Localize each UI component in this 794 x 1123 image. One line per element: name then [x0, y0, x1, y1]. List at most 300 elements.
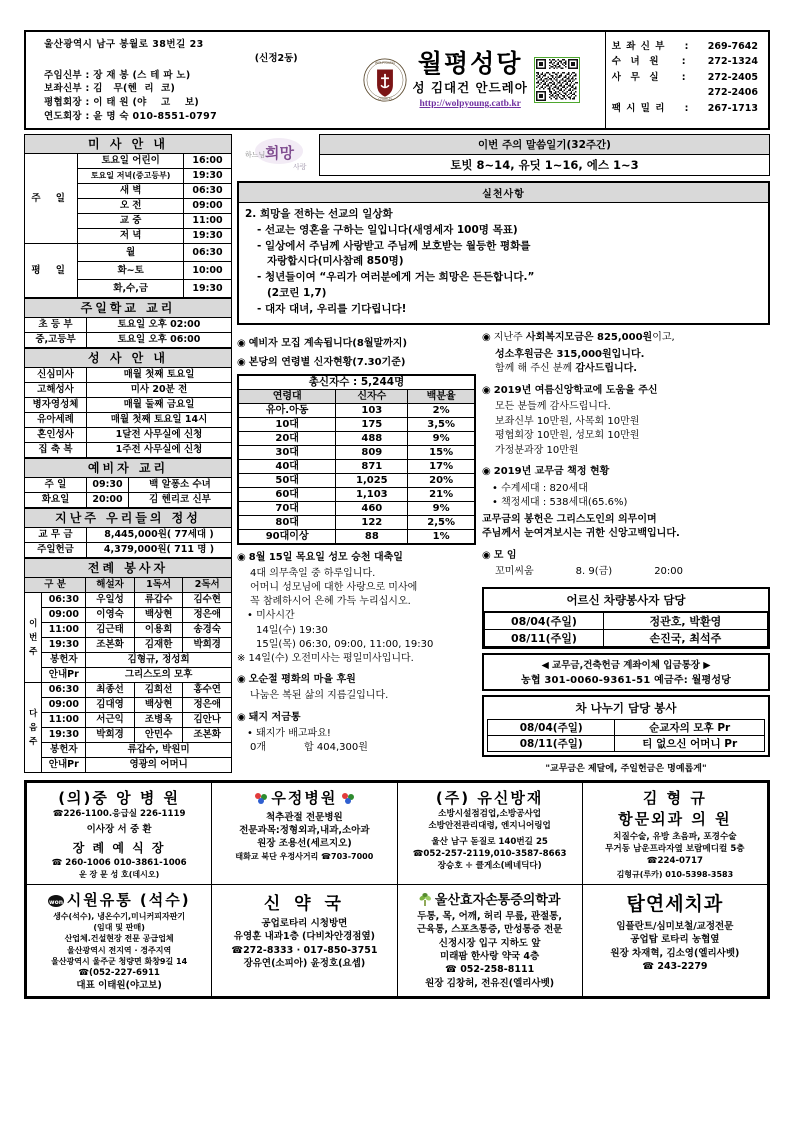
table-row [25, 743, 232, 758]
sacraments-table [24, 348, 232, 458]
svg-text:WOLPYOUNG: WOLPYOUNG [374, 61, 395, 66]
believer-count: 122 [336, 515, 408, 529]
practice-box [237, 181, 770, 325]
parish-dong: (신정2동) [254, 52, 298, 64]
ad-line: 신정시장 입구 지하도 앞 [438, 937, 541, 949]
mass-guide-table [24, 134, 232, 298]
ad-line: ☎224-0717 [646, 855, 703, 866]
reader-name: 서근익 [86, 713, 135, 728]
ad-cell-hyojason[interactable] [397, 885, 582, 997]
ad-line: 울산 남구 돋질로 140번길 25 [431, 836, 548, 847]
parish-address: 울산광역시 남구 봉월로 38번길 23 [44, 39, 204, 50]
practice-line: 자랑합시다(미사참례 850명) [267, 255, 404, 268]
tea-service-table [487, 719, 765, 752]
dues-item: • 수계세대 : 820세대 [492, 482, 588, 494]
grade-label: 중,고등부 [25, 333, 87, 348]
mass-name: 오 전 [78, 199, 184, 214]
weekly-reading-row [237, 134, 770, 176]
bullet-icon: ◉ [237, 338, 246, 350]
mass-name: 월 [78, 244, 184, 262]
weekly-reading-box [319, 134, 770, 176]
column-header: 구 분 [25, 578, 86, 593]
practice-line: - 선교는 영혼을 구하는 일입니다(새영세자 100명 목표) [257, 223, 518, 236]
notice-meeting [482, 549, 770, 580]
believer-count: 1,025 [336, 473, 408, 487]
left-column [24, 134, 232, 774]
mass-time: 11:00 [184, 214, 232, 229]
reader-name: 안민수 [134, 728, 183, 743]
contact-sep: : [681, 71, 686, 83]
notice-pentecost [237, 673, 476, 687]
qr-code[interactable] [534, 57, 580, 103]
mass-note: ※ 14일(수) 오전미사는 평일미사입니다. [237, 652, 414, 664]
table-row [25, 668, 232, 683]
extra-value: 영광의 어머니 [86, 758, 232, 773]
age-group: 80대 [238, 515, 336, 529]
offering-label: 교 무 금 [25, 528, 87, 543]
percentage: 21% [408, 487, 475, 501]
contact-row [612, 54, 758, 69]
ad-title: 탑연세치과 [626, 893, 724, 916]
ad-line: ☎226-1100.응급실 226-1119 [52, 808, 186, 819]
mass-time-label-text: 미사시간 [256, 610, 295, 622]
ad-line: 무거동 남운프라자옆 보람메디컬 5층 [605, 843, 745, 854]
staff-name: 이 태 원 (야 고 보) [93, 97, 200, 109]
reader-name: 정은애 [183, 608, 232, 623]
ad-cell-yusin[interactable] [397, 782, 582, 884]
meeting-time: 20:00 [654, 566, 684, 578]
church-patron: 성 김대건 안드레아 [412, 80, 528, 96]
dues-item-text: 책정세대 : 538세대(65.6%) [501, 497, 628, 509]
notice-welfare [482, 331, 770, 377]
ad-line: 장 례 예 식 장 [72, 841, 166, 856]
bullet-icon: ◉ [237, 357, 246, 369]
contact-value: 272-1324 [707, 56, 758, 68]
reader-name: 조본화 [86, 638, 135, 653]
this-week-label: 이 번 주 [25, 593, 42, 683]
offering-table [24, 508, 232, 558]
table-row [238, 515, 475, 529]
contact-value: 272-2406 [707, 87, 758, 99]
flower-icon [341, 792, 355, 809]
table-row [25, 653, 232, 668]
driver-names: 정관호, 박환영 [603, 612, 767, 629]
table-row [488, 735, 765, 751]
mass-time: 19:30 [184, 229, 232, 244]
tea-service-box [482, 695, 770, 757]
bulletin-footnote: "교무금은 제달에, 주일헌금은 명예롭게" [545, 763, 707, 774]
ad-line: ☎ 052-258-8111 [445, 964, 535, 976]
age-group: 40대 [238, 459, 336, 473]
reader-name: 김수현 [183, 593, 232, 608]
reader-name: 백상현 [134, 698, 183, 713]
reader-name: 박희경 [86, 728, 135, 743]
notice-text: 2019년 교무금 책정 현황 [493, 466, 610, 478]
table-row [25, 608, 232, 623]
contact-value: 267-1713 [707, 102, 758, 114]
leaf-icon [419, 893, 432, 910]
reader-name: 이영숙 [86, 608, 135, 623]
mass-time: 16:00 [184, 154, 232, 169]
column-header: 2독서 [183, 578, 232, 593]
contact-row [612, 70, 758, 85]
ad-title-row [215, 787, 393, 809]
bullet-icon: ◉ [237, 674, 246, 686]
percentage: 9% [408, 501, 475, 515]
ad-line: 전문과목:정형외과,내과,소아과 [239, 825, 370, 837]
welfare-prefix: 지난주 [493, 332, 526, 344]
welfare-suffix: 이고, [652, 332, 675, 344]
notice-text: 돼지 저금통 [248, 711, 301, 723]
welfare-line-2: 성소후원금은 315,000원입니다. [495, 348, 645, 360]
ad-title: 우정병원 [271, 788, 338, 807]
reader-name: 류갑수 [134, 593, 183, 608]
practice-title: 실천사항 [239, 183, 768, 203]
sacrament-label: 고해성사 [25, 383, 87, 398]
bullet-icon: ◉ [482, 466, 491, 478]
reader-name: 조병옥 [134, 713, 183, 728]
ad-line: 원장 김창허, 전유진(엘리사벳) [425, 977, 555, 989]
catechumen-time: 20:00 [87, 493, 129, 508]
reader-name: 홍수연 [183, 683, 232, 698]
mass-time: 11:00 [42, 623, 86, 638]
sunday-label: 주 일 [25, 154, 78, 244]
piggybank-totals [250, 741, 476, 755]
practice-line: - 청년들이여 “우리가 여러분에게 거는 희망은 든든합니다.” [257, 271, 535, 283]
table-row [25, 623, 232, 638]
ad-cell-jungang[interactable] [27, 782, 212, 884]
mass-time: 06:30 [42, 593, 86, 608]
mass-time: 19:30 [42, 728, 86, 743]
mass-time: 09:00 [184, 199, 232, 214]
liturgy-title: 전례 봉사자 [25, 559, 232, 578]
church-crest-icon [363, 58, 407, 102]
notice-text: 예비자 모집 계속됩니다(8월말까지) [248, 338, 408, 350]
elder-drivers-table [484, 612, 768, 647]
mass-name: 새 벽 [78, 184, 184, 199]
table-row [25, 698, 232, 713]
extra-label: 봉헌자 [42, 743, 86, 758]
column-header: 백분율 [408, 389, 475, 403]
church-identity [338, 32, 605, 128]
sacrament-value: 미사 20분 전 [87, 383, 232, 398]
notice-dues [482, 465, 770, 542]
ad-line: 근육통, 스포츠통증, 만성통증 전문 [416, 924, 563, 936]
believer-count: 488 [336, 431, 408, 445]
age-group: 20대 [238, 431, 336, 445]
age-group: 30대 [238, 445, 336, 459]
ad-line: 척추관절 전문병원 [266, 811, 343, 823]
dues-note: 교무금의 봉헌은 그리스도인의 의무이며 [482, 513, 657, 525]
mass-time: 06:30 [42, 683, 86, 698]
right-side-wrapper [237, 134, 770, 774]
staff-role: 주임신부 [44, 69, 82, 81]
ad-line: 장유연(소피아) 윤정호(요셉) [243, 957, 366, 969]
ad-line: 태화교 북단 우정사거리 ☎703-7000 [235, 851, 374, 861]
offering-title: 지난주 우리들의 정성 [25, 509, 232, 528]
catechumen-person: 김 헨리코 신부 [129, 493, 232, 508]
percentage: 1% [408, 529, 475, 544]
parish-staff-list [44, 69, 330, 124]
table-row [238, 445, 475, 459]
assumption-line: 4대 의무축일 중 하루입니다. [250, 567, 376, 579]
staff-name: 김 무(헨 리 코) [93, 83, 176, 95]
sacrament-value: 1달전 사무실에 신청 [87, 428, 232, 443]
staff-name: 윤 명 숙 010-8551-0797 [93, 110, 217, 122]
bullet-icon: ◉ [237, 711, 246, 723]
offering-value: 8,445,000원( 77세대 ) [87, 528, 232, 543]
ad-line: 울산광역시 울주군 청량면 화창9길 14 [51, 956, 188, 966]
ad-line: ☎052-257-2119,010-3587-8663 [412, 848, 567, 859]
believer-count: 460 [336, 501, 408, 515]
ad-line: 운 장 문 성 호(데시오) [78, 869, 160, 879]
ad-title: 울산효자손통증의학과 [434, 893, 561, 909]
offering-label: 주일헌금 [25, 543, 87, 558]
welfare-thanks-prefix: 함께 해 주신 분께 [495, 363, 576, 375]
donor-row: 보좌신부 10만원, 사목회 10만원 [495, 415, 640, 427]
catechumen-time: 09:30 [87, 478, 129, 493]
elder-drivers-title: 어르신 차량봉사자 담당 [484, 589, 768, 612]
mass-time: 19:30 [184, 169, 232, 184]
liturgy-volunteers-table [24, 558, 232, 773]
ad-line: 장승호 ✛ 클게소(베네딕다) [437, 860, 542, 871]
dues-item: • 책정세대 : 538세대(65.6%) [492, 497, 628, 509]
sacrament-value: 매월 둘째 금요일 [87, 398, 232, 413]
weekly-reading-title: 이번 주의 말씀일기(32주간) [320, 135, 769, 155]
ad-line: 공업로타리 시청방면 [261, 918, 348, 930]
summer-school-line: 모든 분들께 감사드립니다. [495, 401, 611, 413]
ad-title: 신 약 국 [263, 894, 345, 915]
church-website-link[interactable]: http://wolpyoung.catb.kr [419, 99, 521, 110]
meeting-title-row [482, 549, 770, 564]
ad-subtitle: 항문외과 의 원 [618, 809, 732, 828]
extra-label: 안내Pr [42, 668, 86, 683]
ad-title: (주) 유신방재 [435, 788, 544, 807]
donor-row: 평협회장 10만원, 성모회 10만원 [495, 430, 640, 442]
contact-row [612, 101, 758, 116]
svg-text:won: won [48, 899, 63, 907]
extra-label: 봉헌자 [42, 653, 86, 668]
church-title-block [412, 48, 528, 110]
ad-title: 김 형 규 [642, 788, 707, 807]
mass-name: 토요일 저녁(중고등부) [78, 169, 184, 184]
tea-service-title: 차 나누기 담당 봉사 [575, 700, 677, 715]
table-row [25, 683, 232, 698]
contact-value: 269-7642 [707, 41, 758, 52]
grade-value: 토요일 오후 06:00 [87, 333, 232, 348]
circle-logo-icon [48, 894, 64, 911]
ad-line: 울산광역시 전지역 · 경주지역 [67, 945, 172, 955]
ad-cell-topyonsei[interactable] [582, 885, 767, 997]
believer-count: 103 [336, 403, 408, 417]
svg-text:하느님: 하느님 [245, 151, 266, 159]
reader-name: 우일성 [86, 593, 135, 608]
bulletin-body [24, 134, 770, 774]
weekday-label: 평 일 [25, 244, 78, 298]
contact-row [612, 85, 758, 100]
driver-date: 08/11(주일) [485, 629, 604, 646]
ad-line: ☎ 243-2279 [642, 960, 708, 972]
advertisement-section [24, 780, 770, 1000]
reader-name: 정은애 [183, 698, 232, 713]
dues-note: 주님께서 눈여겨보시는 귀한 신앙고백입니다. [482, 528, 680, 540]
assumption-line: 어머니 성모님에 대한 사랑으로 미사에 [250, 582, 418, 593]
ad-cell-siwon[interactable] [27, 885, 212, 997]
notice-text: 8월 15일 목요일 성모 승천 대축일 [248, 551, 403, 563]
believer-count: 871 [336, 459, 408, 473]
right-column [482, 331, 770, 774]
age-group: 90대이상 [238, 529, 336, 544]
percentage: 17% [408, 459, 475, 473]
staff-role: 보좌신부 [44, 83, 82, 95]
contact-sep: : [684, 41, 689, 52]
percentage: 9% [408, 431, 475, 445]
donor-row: 가정분과장 10만원 [495, 444, 579, 456]
ads-table [26, 782, 768, 998]
table-row [25, 728, 232, 743]
mass-time-label: • 미사시간 [247, 610, 295, 622]
table-row [25, 758, 232, 773]
mass-schedule-line: 15일(목) 06:30, 09:00, 11:00, 19:30 [256, 638, 434, 650]
welfare-thanks: 감사드립니다. [575, 363, 638, 375]
bullet-icon: ◉ [482, 332, 491, 344]
tea-team: 티 없으신 어머니 Pr [615, 735, 765, 751]
believer-count: 175 [336, 417, 408, 431]
notice-assumption [237, 551, 476, 565]
account-heading: ◀ 교무금,건축헌금 계좌이체 입금통장 ▶ [541, 659, 711, 671]
column-header: 연령대 [238, 389, 336, 403]
table-row [485, 612, 768, 629]
tea-date: 08/11(주일) [488, 735, 615, 751]
table-row [25, 713, 232, 728]
contact-label: 보 좌 신 부 [611, 41, 666, 52]
table-row [485, 629, 768, 646]
mass-guide-title: 미 사 안 내 [25, 135, 232, 154]
notice-text: 모 임 [493, 549, 517, 561]
staff-row: 평협회장 : 이 태 원 (야 고 보) [44, 97, 200, 109]
sacrament-label: 집 축 복 [25, 443, 87, 458]
believer-count: 88 [336, 529, 408, 544]
assumption-line: 꼭 참례하시어 은혜 가득 누리십시오. [250, 596, 411, 608]
ad-cell-kimhyungkyu[interactable] [582, 782, 767, 884]
staff-row: 보좌신부 : 김 무(헨 리 코) [44, 83, 176, 95]
staff-row: 주임신부 : 장 재 봉 (스 테 파 노) [44, 69, 191, 81]
practice-line: - 대자 대녀, 우리를 기다립니다! [257, 302, 407, 315]
mass-name: 토요일 어린이 [78, 154, 184, 169]
ad-title-row [401, 889, 579, 910]
staff-role: 평협회장 [44, 97, 82, 109]
svg-text:희망: 희망 [265, 144, 294, 162]
table-row [238, 431, 475, 445]
welfare-text [494, 331, 675, 346]
piggybank-total: 합 404,300원 [304, 741, 368, 753]
ad-line: ☎(052-227-6911 [78, 968, 160, 979]
age-group: 70대 [238, 501, 336, 515]
sacrament-label: 병자영성체 [25, 398, 87, 413]
tea-team: 순교자의 모후 Pr [615, 719, 765, 735]
table-row [238, 473, 475, 487]
ads-row [27, 782, 768, 884]
bullet-icon: ◉ [482, 384, 491, 396]
contact-label: 팩 시 밀 리 [611, 102, 666, 114]
ad-line: 미래팜 한사랑 약국 4층 [440, 950, 540, 962]
bullet-icon: ◉ [482, 549, 491, 561]
notice-summer-school [482, 384, 770, 459]
next-week-label: 다 음 주 [25, 683, 42, 773]
notice-catechumen [237, 337, 476, 351]
notice-piggybank [237, 711, 476, 725]
mass-schedule-line: 14일(수) 19:30 [256, 624, 328, 636]
masthead [24, 30, 770, 130]
reader-name: 박희경 [183, 638, 232, 653]
reader-name: 송경숙 [183, 623, 232, 638]
right-notices [482, 331, 770, 580]
age-group: 유아.아동 [238, 403, 336, 417]
reader-name: 조본화 [183, 728, 232, 743]
catechumen-day: 주 일 [25, 478, 87, 493]
sacraments-title: 성 사 안 내 [25, 349, 232, 368]
age-group: 10대 [238, 417, 336, 431]
column-header: 1독서 [134, 578, 183, 593]
mass-name: 화,수,금 [78, 280, 184, 298]
tea-date: 08/04(주일) [488, 719, 615, 735]
ad-line: 유영훈 내과1층 (다비차안경점옆) [233, 931, 375, 943]
mass-time: 19:30 [42, 638, 86, 653]
offering-value: 4,379,000원( 711 명 ) [87, 543, 232, 558]
contact-sep [658, 85, 661, 100]
practice-line: (2코린 1,7) [267, 286, 327, 299]
catechumen-person: 백 알퐁소 수녀 [129, 478, 232, 493]
ad-title-row [30, 889, 208, 911]
elder-drivers-box [482, 587, 770, 649]
sacrament-label: 신심미사 [25, 368, 87, 383]
mass-name: 교 중 [78, 214, 184, 229]
contact-list [605, 32, 768, 128]
mass-time: 10:00 [184, 262, 232, 280]
sacrament-value: 1주전 사무실에 신청 [87, 443, 232, 458]
parish-info [26, 32, 338, 128]
sacrament-value: 매월 첫째 토요일 14시 [87, 413, 232, 428]
reader-name: 김근태 [86, 623, 135, 638]
ad-line: ☎ 260-1006 010-3861-1006 [51, 857, 187, 868]
sunday-school-title: 주일학교 교리 [25, 299, 232, 318]
extra-value: 류갑수, 박원미 [86, 743, 232, 758]
contact-row [612, 39, 758, 54]
staff-role: 연도회장 [44, 110, 82, 122]
reader-name: 백상현 [134, 608, 183, 623]
ad-line: 소방시설점검업,소방공사업 [438, 808, 542, 819]
hope-graphic [237, 135, 315, 175]
ad-line: 치질수술, 유방 초음파, 포경수술 [613, 831, 737, 842]
grade-value: 토요일 오후 02:00 [87, 318, 232, 333]
column-header: 해설자 [86, 578, 135, 593]
svg-text:CHURCH: CHURCH [377, 96, 392, 101]
extra-value: 김형규, 정성희 [86, 653, 232, 668]
ad-title: (의)중 앙 병 원 [58, 788, 181, 807]
reader-name: 김희선 [134, 683, 183, 698]
table-row [238, 417, 475, 431]
ad-cell-shinpharmacy[interactable] [212, 885, 397, 997]
flower-icon [254, 792, 268, 809]
mass-time: 09:00 [42, 608, 86, 623]
dues-item-text: 수계세대 : 820세대 [501, 482, 588, 494]
mass-time: 06:30 [184, 184, 232, 199]
driver-date: 08/04(주일) [485, 612, 604, 629]
table-row [238, 459, 475, 473]
believer-count: 809 [336, 445, 408, 459]
ad-cell-woojung[interactable] [212, 782, 397, 884]
mass-name: 화~토 [78, 262, 184, 280]
